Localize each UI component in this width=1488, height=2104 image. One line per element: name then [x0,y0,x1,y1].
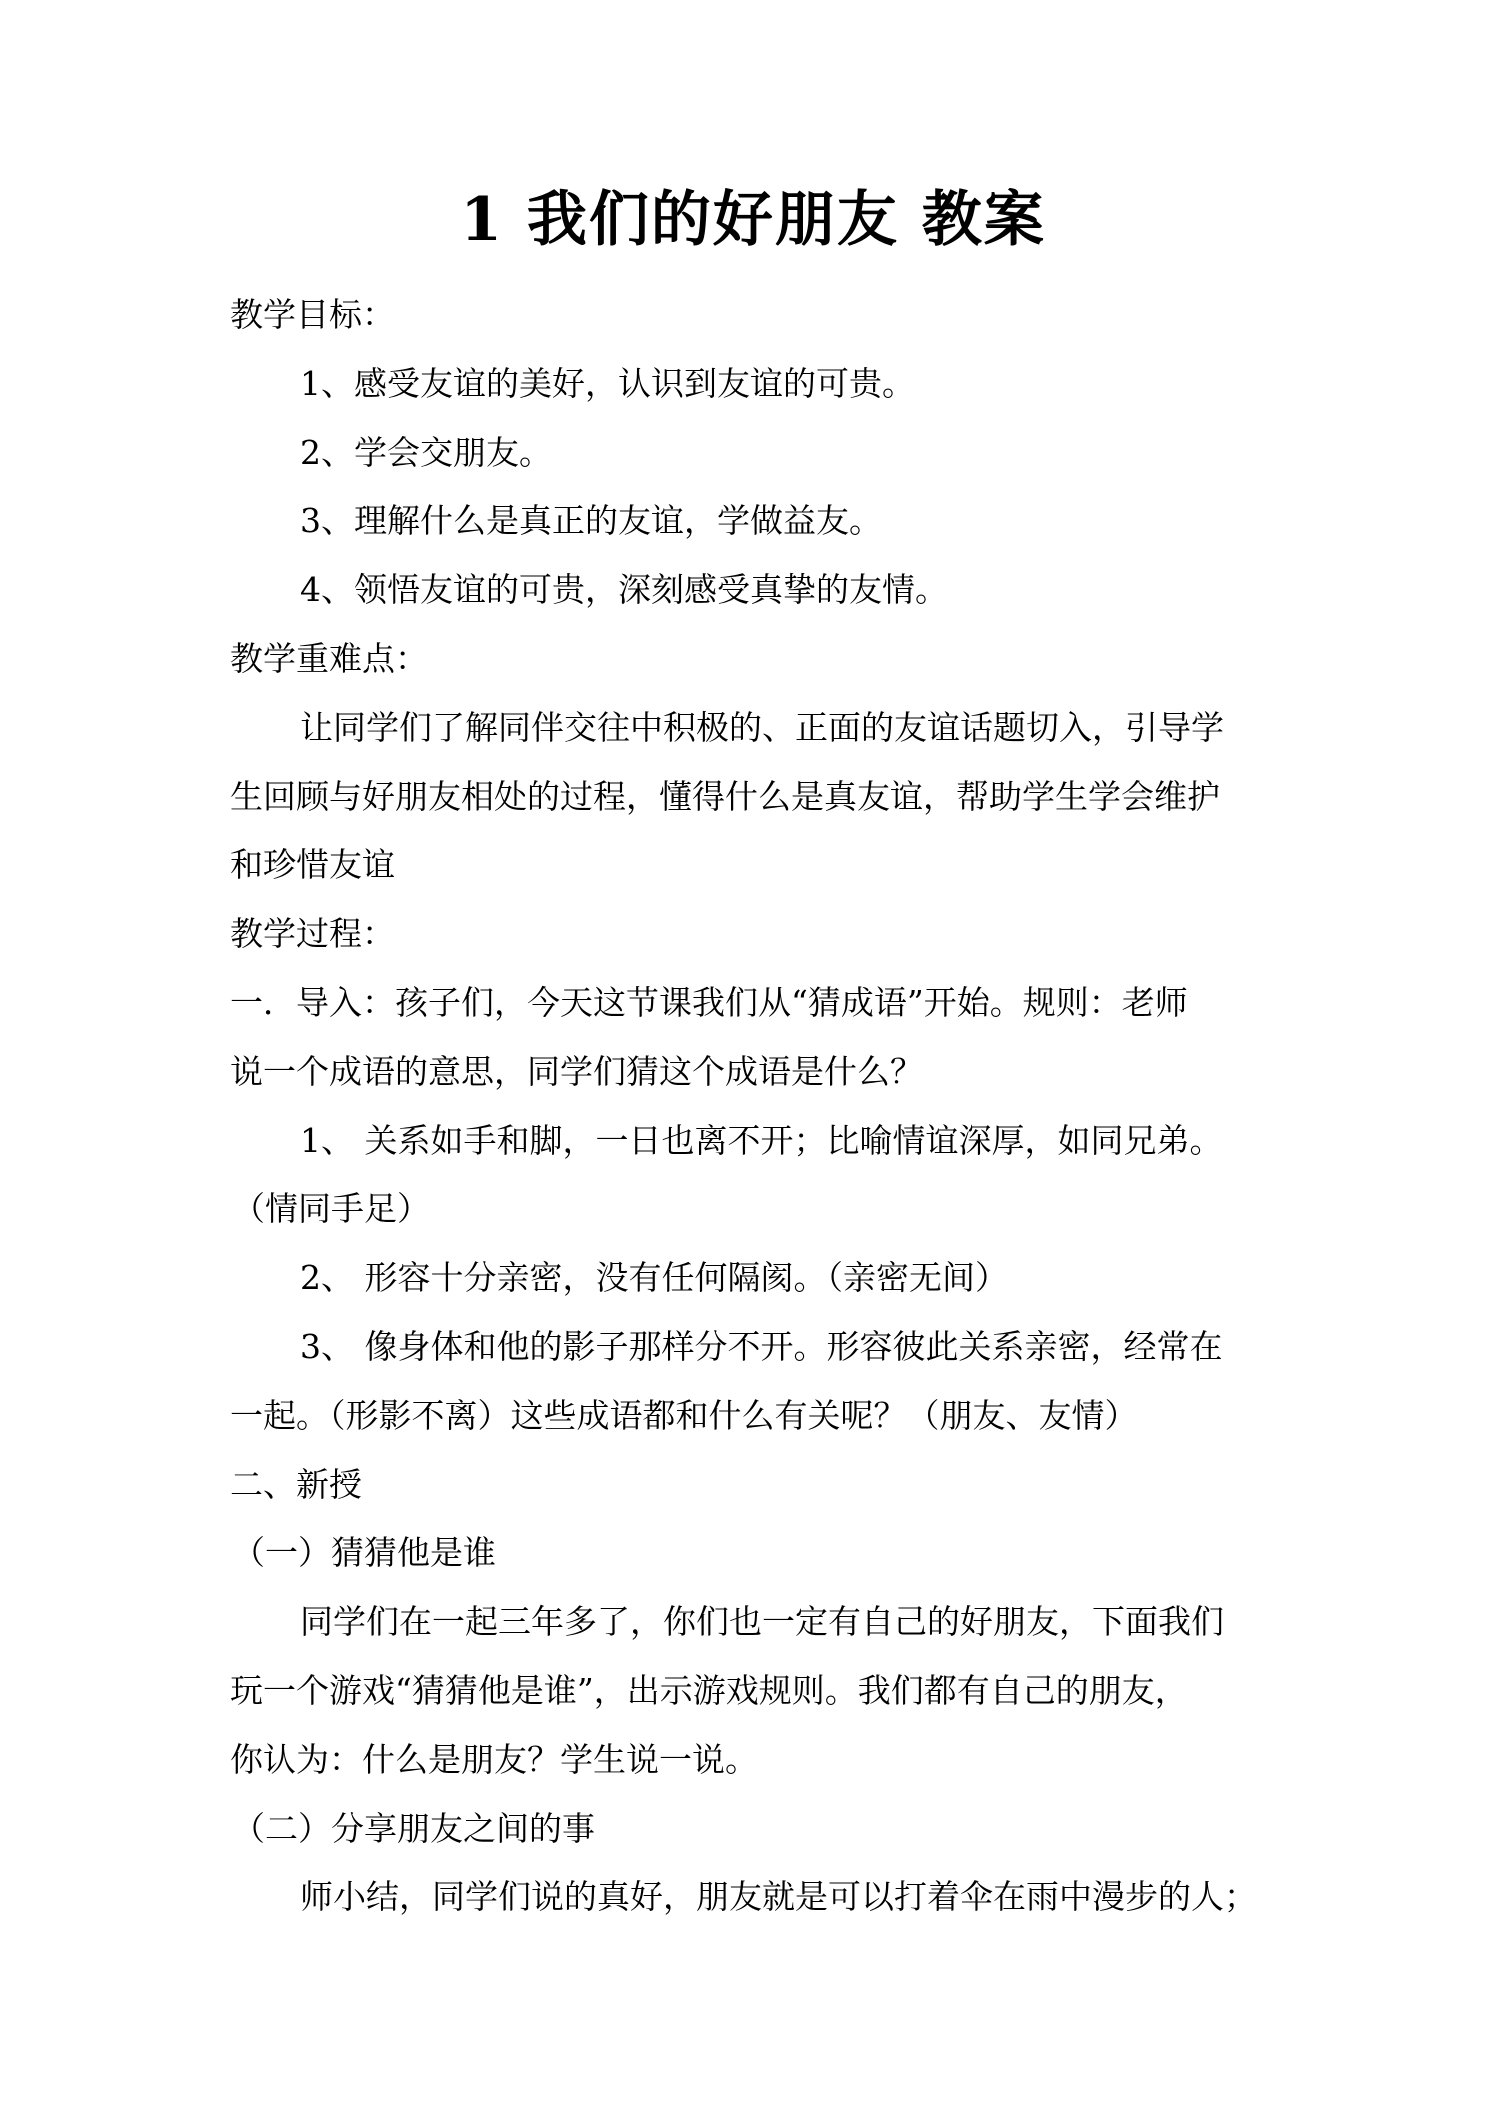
objective-item: 1、感受友谊的美好，认识到友谊的可贵。 [300,363,915,403]
subsection-heading: （一）猜猜他是谁 [232,1533,496,1573]
paragraph-line: 让同学们了解同伴交往中积极的、正面的友谊话题切入，引导学 [300,707,1224,747]
idiom-item: 2、 形容十分亲密，没有任何隔阂。（亲密无间） [300,1258,1008,1298]
idiom-answer: （情同手足） [232,1189,430,1229]
paragraph-line: 同学们在一起三年多了，你们也一定有自己的好朋友，下面我们 [300,1602,1224,1642]
section-heading-objectives: 教学目标： [230,295,395,334]
paragraph-line: 玩一个游戏“猜猜他是谁”，出示游戏规则。我们都有自己的朋友， [230,1670,1188,1710]
paragraph-line: 和珍惜友谊 [230,845,395,885]
paragraph-line: 生回顾与好朋友相处的过程，懂得什么是真友谊，帮助学生学会维护 [230,776,1220,816]
section-heading-process: 教学过程： [230,914,395,954]
objective-item: 3、理解什么是真正的友谊，学做益友。 [300,501,882,541]
paragraph-line: 师小结，同学们说的真好，朋友就是可以打着伞在雨中漫步的人； [300,1877,1257,1917]
paragraph-line: 说一个成语的意思，同学们猜这个成语是什么？ [230,1051,923,1091]
idiom-item: 1、 关系如手和脚，一日也离不开；比喻情谊深厚，如同兄弟。 [300,1120,1223,1160]
subsection-heading: （二）分享朋友之间的事 [232,1808,595,1848]
objective-item: 4、领悟友谊的可贵，深刻感受真挚的友情。 [300,570,948,610]
objective-item: 2、学会交朋友。 [300,432,552,472]
paragraph-line: 你认为：什么是朋友？学生说一说。 [230,1739,758,1779]
paragraph-line: 一．导入：孩子们，今天这节课我们从“猜成语”开始。规则：老师 [230,982,1188,1022]
document-body [230,281,1280,1932]
paragraph-line: 一起。（形影不离）这些成语都和什么有关呢？（朋友、友情） [230,1395,1138,1435]
idiom-item: 3、 像身体和他的影子那样分不开。形容彼此关系亲密，经常在 [300,1326,1223,1366]
document-title: 1 我们的好朋友 教案 [460,185,1046,255]
section-heading-key-points: 教学重难点： [230,638,428,678]
section-heading-new-lesson: 二、新授 [230,1464,362,1504]
